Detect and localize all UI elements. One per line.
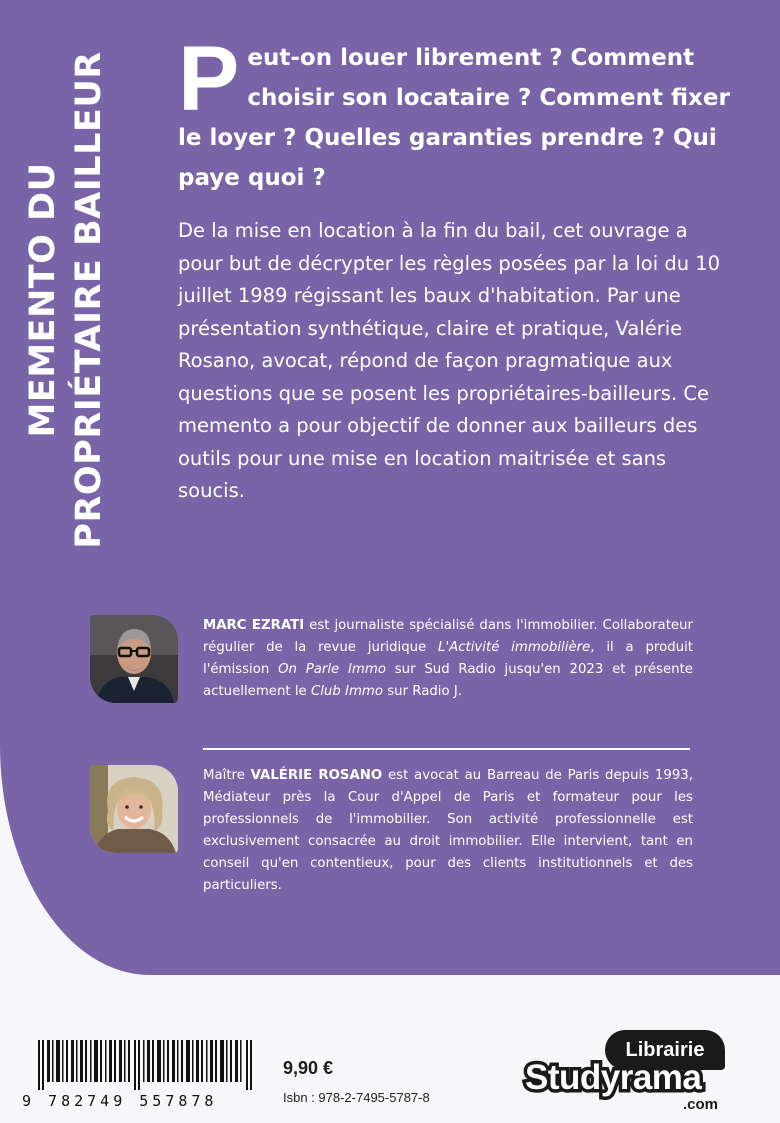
vertical-title-line-1: MEMENTO DU <box>23 162 63 438</box>
bio-text: est avocat au Barreau de Paris depuis 1993, Médiateur près la Cour d'Appel de Paris et formateur pour les professionnels de l'immobilier. Son activité professionnelle est exclusivement consacrée au droit immobilier. Elle intervient, tant en conseil qu'en contentieux, pour des clients institutionnels et des particuliers. <box>203 768 693 893</box>
book-summary: De la mise en location à la fin du bail, cet ouvrage a pour but de décrypter les règles posées par la loi du 10 juillet 1989 régissant les baux d'habitation. Par une présentation synthétique, claire et pratique, Valérie Rosano, avocat, répond de façon pragmatique aux questions que se posent les propriétaires-bailleurs. Ce memento a pour objectif de donner aux bailleurs des outils pour une mise en location maitrisée et sans soucis. <box>178 219 721 502</box>
magazine-title: L'Activité immobilière <box>438 640 591 655</box>
price: 9,90 € <box>283 1058 334 1078</box>
vertical-book-title <box>20 40 112 560</box>
bio-text: sur Radio J. <box>383 684 463 699</box>
isbn-number: Isbn : 978-2-7495-5787-8 <box>283 1090 430 1105</box>
vertical-title-line-2: PROPRIÉTAIRE BAILLEUR <box>69 51 109 549</box>
headline-dropcap: P <box>178 28 240 130</box>
bio-text: , il a produit l'émission <box>203 640 693 677</box>
author-prefix: Maître <box>203 768 251 783</box>
author-photo-valerie-rosano <box>90 765 178 853</box>
publisher-logo <box>525 1030 755 1115</box>
show-title: Club Immo <box>310 684 383 699</box>
barcode-bars <box>22 1040 267 1090</box>
headline-questions <box>178 28 758 198</box>
author-photo-marc-ezrati <box>90 615 178 703</box>
author-bio-marc-ezrati <box>203 615 693 703</box>
author-bio-valerie-rosano <box>203 765 693 897</box>
headline-text: eut-on louer librement ? Comment choisir son locataire ? Comment fixer le loyer ? Quelles garanties prendre ? Qui paye quoi ? <box>178 45 730 191</box>
barcode-digits: 9 782749 557878 <box>22 1092 218 1110</box>
author-name: VALÉRIE ROSANO <box>250 768 383 783</box>
logo-badge-librairie: Librairie <box>605 1030 725 1070</box>
show-title: On Parle Immo <box>278 662 386 677</box>
logo-brand-name: Studyrama <box>525 1058 702 1097</box>
logo-domain: .com <box>683 1096 719 1113</box>
bio-text: est journaliste spécialisé dans l'immobilier. Collaborateur régulier de la revue juridique <box>203 618 693 655</box>
author-divider <box>203 748 690 750</box>
author-name: MARC EZRATI <box>203 618 305 633</box>
isbn-barcode <box>22 1040 267 1112</box>
bio-text: sur Sud Radio jusqu'en 2023 et présente actuellement le <box>203 662 693 699</box>
